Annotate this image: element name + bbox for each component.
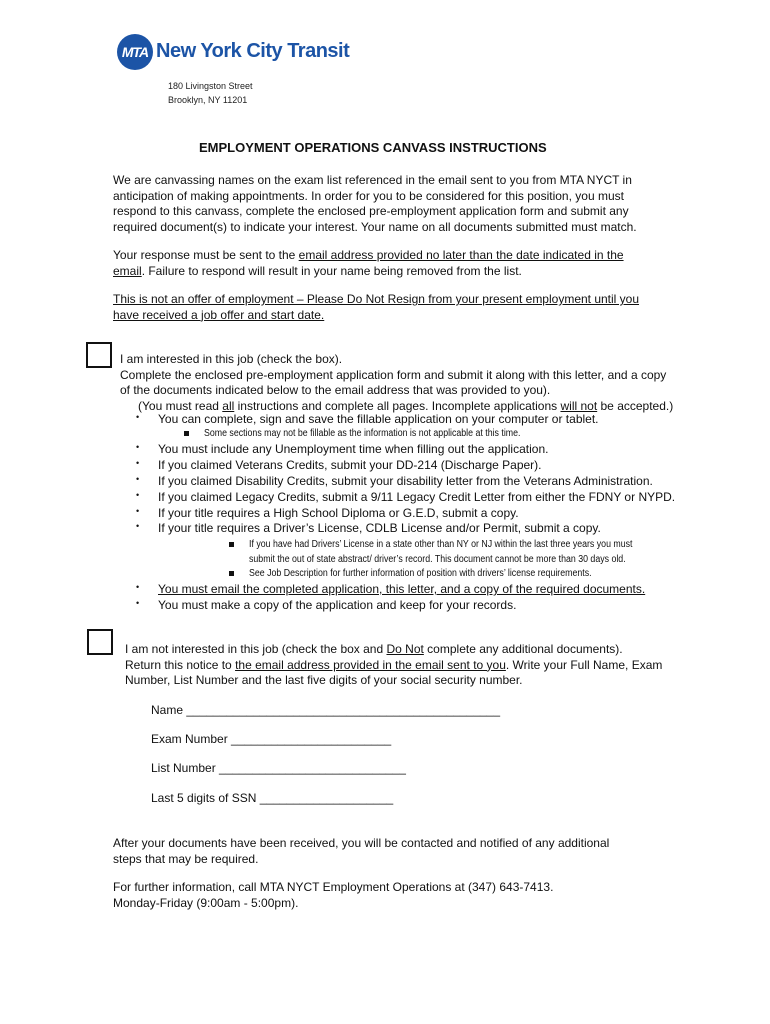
bullet-icon: • [136, 521, 140, 531]
bullet-icon: • [136, 582, 140, 592]
not-offer-line: have received a job offer and start date. [113, 307, 325, 322]
square-bullet-icon [229, 571, 234, 576]
bullet-icon: • [136, 474, 140, 484]
interested-checkbox[interactable] [86, 342, 112, 368]
page-title: EMPLOYMENT OPERATIONS CANVASS INSTRUCTIONS [199, 140, 547, 155]
response-warning: . Failure to respond will result in your name being removed from the list. [141, 263, 522, 278]
square-bullet-icon [229, 542, 234, 547]
response-paragraph [113, 248, 624, 279]
response-email-word: email [113, 263, 142, 278]
address-line-1: 180 Livingston Street [168, 81, 253, 91]
bullet-icon: • [136, 490, 140, 500]
bullet-icon: • [136, 442, 140, 452]
intro-paragraph [113, 173, 637, 235]
intro-line: anticipation of making appointments. In order for you to be considered for this position, you must [113, 188, 624, 203]
bullet-icon: • [136, 412, 140, 422]
logo-text: New York City Transit [156, 40, 350, 62]
not-offer-line: This is not an offer of employment – Please Do Not Resign from your present employment until you [113, 292, 640, 306]
name-field[interactable]: Name _______________________________________________ [151, 703, 501, 717]
interested-section [120, 352, 673, 414]
intro-line: required document(s) to indicate your interest. Your name on all documents submitted must match. [113, 219, 637, 234]
interested-line: of the documents indicated below to the email address that was provided to you). [120, 383, 551, 397]
interested-line: Complete the enclosed pre-employment application form and submit it along with this letter, and a copy [120, 367, 667, 382]
square-bullet-icon [184, 431, 189, 436]
address-line-2: Brooklyn, NY 11201 [168, 95, 248, 105]
closing-paragraph: After your documents have been received, you will be contacted and notified of any additional steps that may be required. [113, 836, 610, 866]
not-offer-notice [113, 292, 639, 323]
bullet-icon: • [136, 598, 140, 608]
contact-paragraph: For further information, call MTA NYCT Employment Operations at (347) 643-7413. Monday-Friday (9:00am - 5:00pm). [113, 880, 554, 910]
not-interested-checkbox[interactable] [87, 629, 113, 655]
interested-line: I am interested in this job (check the box). [120, 352, 343, 366]
bullet-icon: • [136, 506, 140, 516]
bullet-icon: • [136, 458, 140, 468]
response-text: Your response must be sent to the [113, 248, 299, 262]
response-email-underline: email address provided no later than the date indicated in the [298, 248, 624, 262]
intro-line: We are canvassing names on the exam list referenced in the email sent to you from MTA NYCT in [113, 173, 632, 187]
ssn-field[interactable]: Last 5 digits of SSN ____________________ [151, 791, 394, 805]
list-number-field[interactable]: List Number ____________________________ [151, 761, 406, 775]
interested-line: (You must read all instructions and complete all pages. Incomplete applications will not be accepted.) [138, 398, 674, 413]
intro-line: respond to this canvass, complete the enclosed pre-employment application form and submit any [113, 204, 629, 218]
not-interested-section: I am not interested in this job (check the box and Do Not complete any additional documents). Return this notice to the email address provided in the email sent to you. Write your Full Name, Exam Number, List Number and the last five digits of your social security number. [125, 642, 663, 687]
mta-logo-icon: MTA [117, 34, 153, 70]
exam-number-field[interactable]: Exam Number ________________________ [151, 732, 392, 746]
